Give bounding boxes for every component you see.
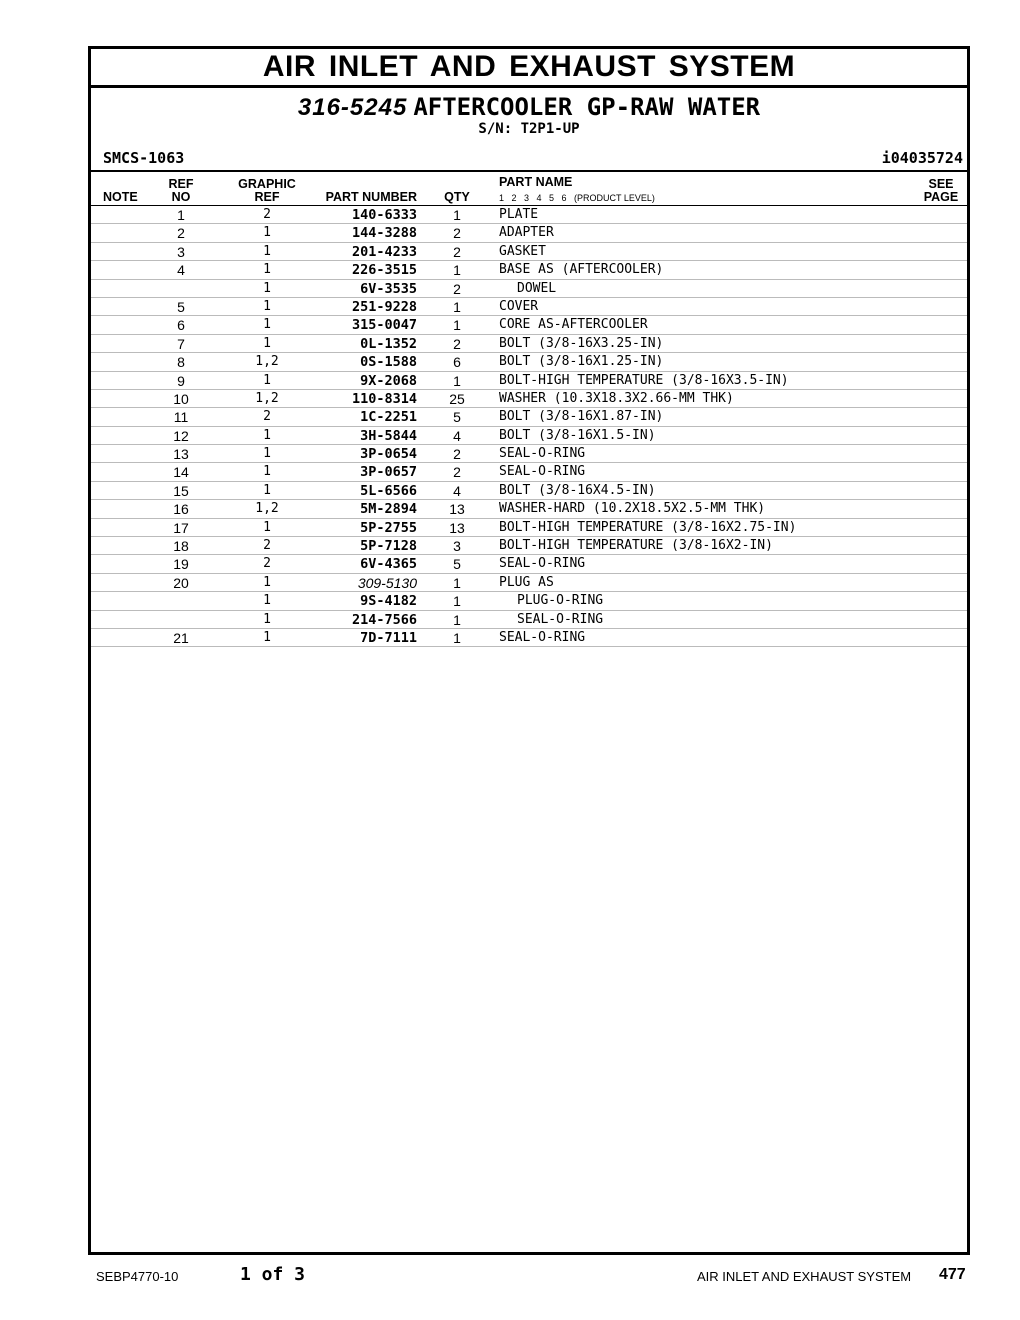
footer-section: AIR INLET AND EXHAUST SYSTEM <box>697 1269 912 1284</box>
part-number-cell: 6V-3535 <box>360 280 417 297</box>
part-name-cell: BOLT-HIGH TEMPERATURE (3/8-16X2-IN) <box>499 538 773 554</box>
qty-cell: 1 <box>453 207 461 223</box>
qty-cell: 1 <box>453 317 461 334</box>
col-graphic-ref <box>227 178 307 204</box>
ref-no-cell: 11 <box>173 409 189 426</box>
graphic-ref-cell: 1 <box>263 629 271 645</box>
ref-no-cell: 1 <box>177 207 185 223</box>
col-qty: QTY <box>444 190 470 204</box>
qty-cell: 1 <box>453 629 461 646</box>
graphic-ref-cell: 1 <box>263 593 271 609</box>
qty-cell: 1 <box>453 611 461 628</box>
table-row <box>91 611 967 629</box>
part-number-cell: 3H-5844 <box>360 427 417 444</box>
document-id: SEBP4770-10 <box>96 1269 179 1284</box>
ref-no-cell: 5 <box>177 298 185 315</box>
part-name-cell: WASHER (10.3X18.3X2.66-MM THK) <box>499 390 734 406</box>
qty-cell: 3 <box>453 538 461 555</box>
page-number: 477 <box>939 1266 966 1283</box>
col-part-name: PART NAME <box>499 175 573 189</box>
part-name-cell: PLUG AS <box>499 574 554 590</box>
graphic-ref-cell: 1 <box>263 464 271 480</box>
part-name-cell: BOLT (3/8-16X1.5-IN) <box>499 427 656 443</box>
table-row <box>91 280 967 298</box>
ref-no-cell: 12 <box>173 427 189 444</box>
table-row <box>91 482 967 500</box>
ref-no-cell: 8 <box>177 354 185 371</box>
col-see-top: SEE <box>928 177 954 191</box>
ref-no-cell: 17 <box>173 519 189 536</box>
part-name-cell: PLUG-O-RING <box>517 593 604 609</box>
table-row <box>91 298 967 316</box>
graphic-ref-cell: 1 <box>263 243 271 259</box>
part-name-cell: BOLT (3/8-16X1.25-IN) <box>499 354 664 370</box>
graphic-ref-cell: 1 <box>263 298 271 314</box>
table-row <box>91 224 967 242</box>
part-number-cell: 140-6333 <box>351 207 417 223</box>
ref-no-cell: 2 <box>177 225 185 242</box>
qty-cell: 4 <box>453 482 461 499</box>
smcs-code: SMCS-1063 <box>103 149 185 167</box>
ref-no-cell: 10 <box>173 390 189 407</box>
qty-cell: 1 <box>453 262 461 279</box>
header-divider <box>91 170 967 172</box>
qty-cell: 13 <box>449 519 465 536</box>
page-of: 1 of 3 <box>240 1264 306 1285</box>
part-name-cell: BOLT-HIGH TEMPERATURE (3/8-16X2.75-IN) <box>499 519 797 535</box>
part-number-cell: 214-7566 <box>351 611 417 628</box>
graphic-ref-cell: 1 <box>263 427 271 443</box>
col-part-number: PART NUMBER <box>325 190 417 204</box>
table-row <box>91 555 967 573</box>
table-row <box>91 500 967 518</box>
ref-no-cell: 9 <box>177 372 185 389</box>
part-name-cell: BASE AS (AFTERCOOLER) <box>499 262 664 278</box>
table-row <box>91 592 967 610</box>
part-number-cell: 201-4233 <box>351 243 417 260</box>
part-number-cell: 5M-2894 <box>360 501 417 518</box>
part-number-cell: 226-3515 <box>351 262 417 279</box>
part-number-cell: 6V-4365 <box>360 556 417 573</box>
part-name-cell: SEAL-O-RING <box>499 629 586 645</box>
graphic-ref-cell: 1 <box>263 611 271 627</box>
part-name-cell: BOLT (3/8-16X3.25-IN) <box>499 335 664 351</box>
ref-no-cell: 19 <box>173 556 189 573</box>
part-number-cell: 315-0047 <box>351 317 417 334</box>
ref-no-cell: 21 <box>173 629 189 646</box>
ref-no-cell: 20 <box>173 574 189 591</box>
qty-cell: 1 <box>453 298 461 315</box>
part-number-cell: 144-3288 <box>351 225 417 242</box>
col-graphic-top: GRAPHIC <box>238 177 296 191</box>
graphic-ref-cell: 2 <box>263 538 271 554</box>
table-row <box>91 537 967 555</box>
part-name-cell: DOWEL <box>517 280 557 296</box>
table-row <box>91 519 967 537</box>
graphic-ref-cell: 1 <box>263 335 271 351</box>
table-row <box>91 372 967 390</box>
ref-no-cell: 16 <box>173 501 189 518</box>
table-row <box>91 335 967 353</box>
part-number-cell: 3P-0654 <box>360 446 417 463</box>
graphic-ref-cell: 1 <box>263 317 271 333</box>
qty-cell: 13 <box>449 501 465 518</box>
table-row <box>91 316 967 334</box>
part-number-cell: 3P-0657 <box>360 464 417 481</box>
part-number-cell: 309-5130 <box>357 574 417 591</box>
part-number-cell: 251-9228 <box>351 298 417 315</box>
part-name-cell: GASKET <box>499 243 546 259</box>
qty-cell: 2 <box>453 280 461 297</box>
col-graphic-bottom: REF <box>254 190 280 204</box>
graphic-ref-cell: 1 <box>263 482 271 498</box>
graphic-ref-cell: 1 <box>263 574 271 590</box>
part-name-cell: SEAL-O-RING <box>499 556 586 572</box>
col-ref-no <box>161 178 201 204</box>
part-number-cell: 9S-4182 <box>360 593 417 610</box>
graphic-ref-cell: 1 <box>263 446 271 462</box>
table-row <box>91 353 967 371</box>
system-title: AIR INLET AND EXHAUST SYSTEM <box>91 49 967 88</box>
ref-no-cell: 6 <box>177 317 185 334</box>
graphic-ref-cell: 1 <box>263 519 271 535</box>
graphic-ref-cell: 1 <box>263 225 271 241</box>
ref-no-cell: 7 <box>177 335 185 352</box>
product-level-labels: 1 2 3 4 5 6 (PRODUCT LEVEL) <box>499 193 655 203</box>
col-see-page <box>911 178 971 204</box>
qty-cell: 1 <box>453 574 461 591</box>
table-row <box>91 445 967 463</box>
qty-cell: 2 <box>453 243 461 260</box>
qty-cell: 2 <box>453 446 461 463</box>
graphic-ref-cell: 1,2 <box>255 354 279 370</box>
part-name-cell: BOLT-HIGH TEMPERATURE (3/8-16X3.5-IN) <box>499 372 789 388</box>
qty-cell: 6 <box>453 354 461 371</box>
part-number-cell: 1C-2251 <box>360 409 417 426</box>
graphic-ref-cell: 1 <box>263 372 271 388</box>
ref-no-cell: 15 <box>173 482 189 499</box>
qty-cell: 1 <box>453 372 461 389</box>
group-number: 316-5245 <box>297 94 408 121</box>
col-note: NOTE <box>103 190 138 204</box>
graphic-ref-cell: 1,2 <box>255 501 279 517</box>
graphic-ref-cell: 1 <box>263 280 271 296</box>
part-name-cell: BOLT (3/8-16X1.87-IN) <box>499 409 664 425</box>
qty-cell: 25 <box>449 390 465 407</box>
parts-page-frame <box>88 46 970 1255</box>
serial-number: S/N: T2P1-UP <box>478 121 580 137</box>
table-row <box>91 408 967 426</box>
qty-cell: 5 <box>453 556 461 573</box>
part-number-cell: 5P-7128 <box>360 538 417 555</box>
part-name-cell: SEAL-O-RING <box>517 611 604 627</box>
part-name-cell: CORE AS-AFTERCOOLER <box>499 317 648 333</box>
table-row <box>91 261 967 279</box>
table-row <box>91 206 967 224</box>
graphic-ref-cell: 1 <box>263 262 271 278</box>
part-name-cell: BOLT (3/8-16X4.5-IN) <box>499 482 656 498</box>
col-ref-no-top: REF <box>168 177 194 191</box>
qty-cell: 2 <box>453 225 461 242</box>
part-number-cell: 110-8314 <box>351 390 417 407</box>
group-name: AFTERCOOLER GP-RAW WATER <box>413 93 761 121</box>
qty-cell: 2 <box>453 464 461 481</box>
col-see-bottom: PAGE <box>923 190 959 204</box>
ref-no-cell: 14 <box>173 464 189 481</box>
illustration-id: i04035724 <box>881 149 963 167</box>
part-name-cell: SEAL-O-RING <box>499 464 586 480</box>
graphic-ref-cell: 1,2 <box>255 390 279 406</box>
ref-no-cell: 4 <box>177 262 185 279</box>
part-number-cell: 5P-2755 <box>360 519 417 536</box>
graphic-ref-cell: 2 <box>263 556 271 572</box>
part-number-cell: 0S-1588 <box>360 354 417 371</box>
part-name-cell: PLATE <box>499 207 539 222</box>
table-row <box>91 390 967 408</box>
table-row <box>91 427 967 445</box>
group-title <box>91 92 967 123</box>
table-row <box>91 629 967 647</box>
ref-no-cell: 13 <box>173 446 189 463</box>
part-name-cell: COVER <box>499 298 539 314</box>
ref-no-cell: 3 <box>177 243 185 260</box>
part-name-cell: SEAL-O-RING <box>499 446 586 462</box>
part-number-cell: 9X-2068 <box>360 372 417 389</box>
part-number-cell: 5L-6566 <box>360 482 417 499</box>
table-row <box>91 243 967 261</box>
part-name-cell: WASHER-HARD (10.2X18.5X2.5-MM THK) <box>499 501 766 517</box>
graphic-ref-cell: 2 <box>263 409 271 425</box>
part-name-cell: ADAPTER <box>499 225 554 241</box>
parts-table <box>91 206 967 647</box>
part-number-cell: 7D-7111 <box>360 629 417 646</box>
qty-cell: 5 <box>453 409 461 426</box>
qty-cell: 1 <box>453 593 461 610</box>
part-number-cell: 0L-1352 <box>360 335 417 352</box>
qty-cell: 4 <box>453 427 461 444</box>
graphic-ref-cell: 2 <box>263 207 271 222</box>
table-row <box>91 574 967 592</box>
qty-cell: 2 <box>453 335 461 352</box>
col-ref-no-bottom: NO <box>171 190 191 204</box>
table-row <box>91 463 967 481</box>
ref-no-cell: 18 <box>173 538 189 555</box>
